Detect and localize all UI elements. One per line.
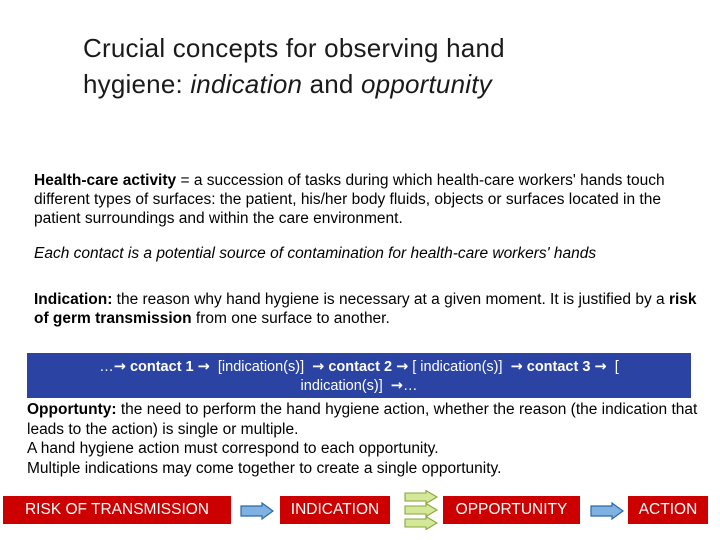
title-text: hygiene: [83,69,191,99]
right-arrow-icon: → [113,359,126,375]
health-care-activity-text: = a succession of tasks during which health-care workers' hands touch different types of surfaces: the patient, his/her body fluids, objects or surfaces located in the patient surroundings and within the care environment. [34,172,665,227]
flow-box-opportunity: OPPORTUNITY [443,496,580,524]
split-arrows-icon [404,490,438,530]
opportunity-line-3: Multiple indications may come together to create a single opportunity. [27,459,502,477]
health-care-activity-term: Health-care activity [34,172,177,189]
flow-box-risk-of-transmission: RISK OF TRANSMISSION [3,496,231,524]
sequence-lead: … [99,359,114,375]
risk-of-germ-transmission: risk of germ transmission [34,291,697,327]
sequence-contact-2: contact 2 [328,359,393,375]
contamination-note: Each contact is a potential source of contamination for health-care workers' hands [34,245,597,262]
concept-flow [0,490,720,530]
slide-title [83,30,683,102]
sequence-indication-3: indication(s)] [300,378,383,394]
sequence-tail: … [402,378,418,394]
opportunity-text: the need to perform the hand hygiene action, whether the reason (the indication that leads to the action) is single or multiple. [27,401,698,438]
right-arrow-icon: → [197,359,210,375]
sequence-contact-1: contact 1 [129,359,194,375]
flow-box-action: ACTION [628,496,708,524]
slide-title-line1: Crucial concepts for observing hand [83,33,505,63]
sequence-indication-2: [ indication(s)] [412,359,503,375]
flow-box-indication: INDICATION [280,496,390,524]
indication-text: the reason why hand hygiene is necessary at a given moment. It is justified by a [112,291,669,308]
indication-definition [34,290,704,328]
indication-text-end: from one surface to another. [191,310,390,327]
sequence-indication-1: [indication(s)] [217,359,305,375]
indication-term: Indication: [34,291,113,308]
sequence-indication-3-open: [ [614,359,619,375]
right-arrow-icon: → [396,359,409,375]
right-arrow-icon: → [510,359,523,375]
health-care-activity-definition [34,171,704,228]
title-emphasis-indication: indication [190,69,303,99]
contact-sequence-bar [27,353,691,398]
slide-title-line2 [83,66,683,102]
opportunity-line-2: A hand hygiene action must correspond to each opportunity. [27,440,439,457]
title-emphasis-opportunity: opportunity [361,69,492,99]
opportunity-line-1 [27,400,707,439]
right-arrow-icon [590,502,624,520]
right-arrow-icon: → [312,359,325,375]
opportunity-definition [27,400,707,478]
right-arrow-icon: → [594,359,607,375]
opportunity-term: Opportunty: [27,401,117,418]
sequence-contact-3: contact 3 [526,359,591,375]
right-arrow-icon: → [390,378,403,394]
title-text: and [302,69,362,99]
right-arrow-icon [240,502,274,520]
